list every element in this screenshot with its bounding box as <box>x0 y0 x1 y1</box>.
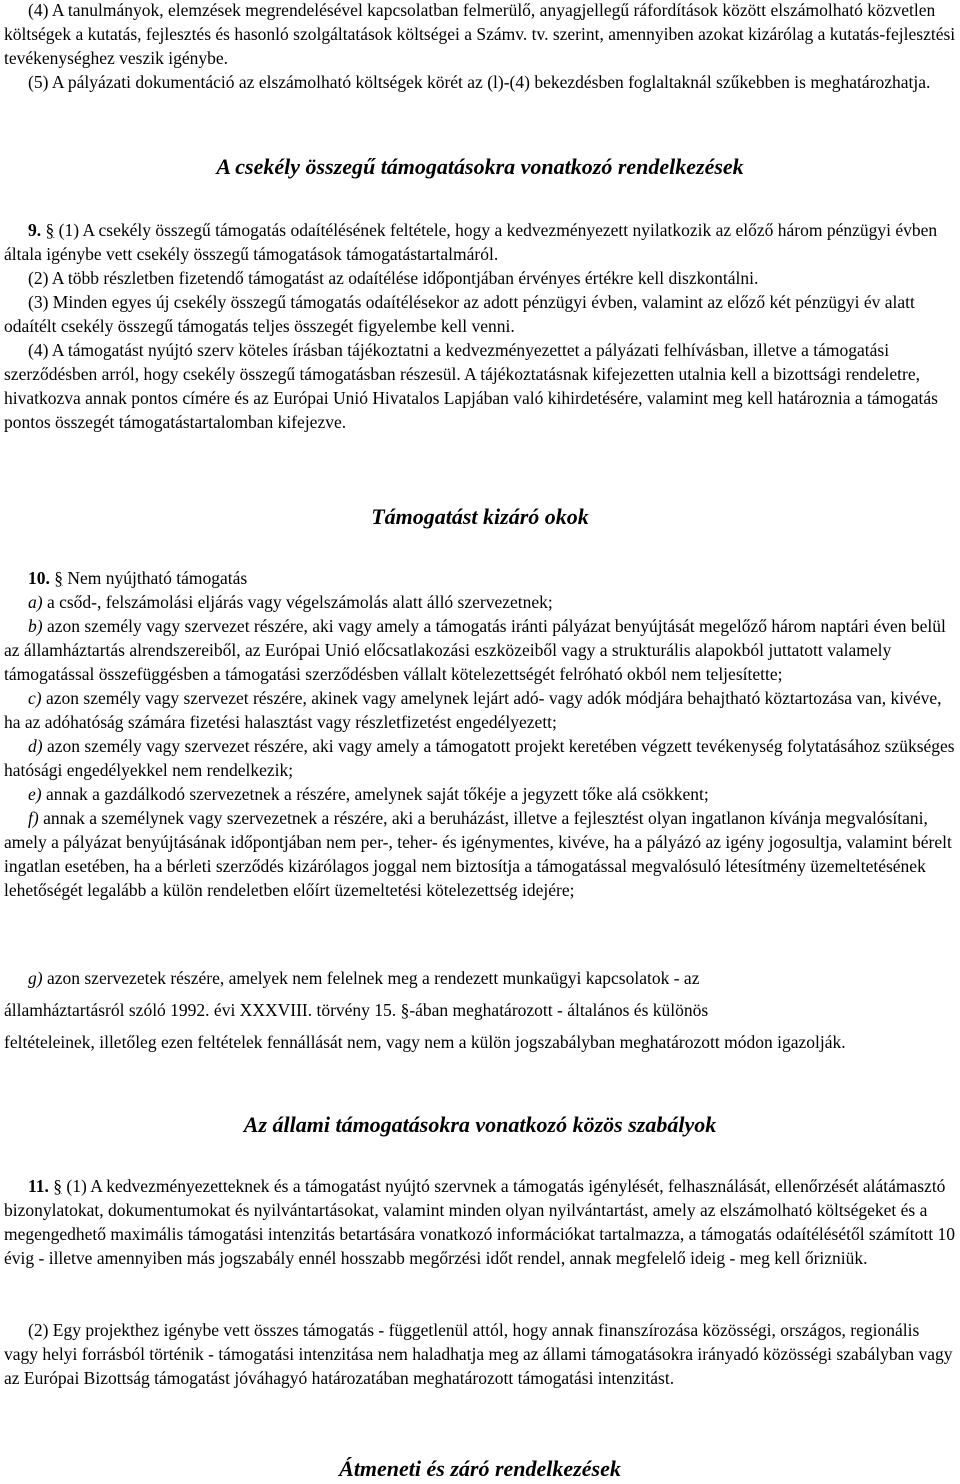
section-sign-9[interactable]: § <box>45 220 55 240</box>
paragraph-11-1-text: (1) A kedvezményezetteknek és a támogatást nyújtó szervnek a támogatás igénylését, felhasználását, ellenőrzését alátámasztó bizonylatokat, dokumentumokat és nyilvántartásokat, valamint minden olyan nyilvántartást, amely az elszámolható költségeket és a megengedhető maximális támogatási intenzitás betartására vonatkozó információkat tartalmazza, a támogatás odaítélésétől számított 10 évig - illetve amennyiben más jogszabály ennél hosszabb megőrzési időt rendel, annak megfelelő ideig - meg kell őrizniük. <box>4 1176 955 1268</box>
section-heading-kozos: Az állami támogatásokra vonatkozó közös szabályok <box>243 1112 717 1137</box>
section-sign-ref[interactable]: § <box>400 1000 410 1020</box>
list-item-letter: f) <box>28 808 39 828</box>
paragraph-10-intro <box>4 566 956 590</box>
paragraph-11-2: (2) Egy projekthez igénybe vett összes támogatás - függetlenül attól, hogy annak finanszírozása közösségi, országos, regionális vagy helyi forrásból történik - támogatási intenzitása nem haladhatja meg az állami támogatásokra irányadó közösségi szabályban vagy az Európai Bizottság támogatást jóváhagyó határozatában meghatározott támogatási intenzitást. <box>4 1320 953 1388</box>
paragraph-10-intro-text: Nem nyújtható támogatás <box>67 568 248 588</box>
list-item-letter: g) <box>28 968 43 988</box>
list-item <box>4 782 956 806</box>
list-item <box>4 590 956 614</box>
section-heading-atmeneti: Átmeneti és záró rendelkezések <box>339 1456 621 1481</box>
list-item-text: annak a személynek vagy szervezetnek a részére, aki a beruházást, illetve a fejlesztést olyan ingatlanon kívánja megvalósítani, amely a pályázat benyújtásának időpontjában nem per-, teher- és igénymentes, kivéve, ha a pályázó az igény jogosultja, valamint bérelt ingatlan esetében, ha a bérleti szerződés kizárólagos joggal nem biztosítja a támogatással megvalósuló létesítmény üzemeltetésének lehetőségét legalább a külön rendeletben előírt üzemeltetési kötelezettség idejére; <box>4 808 952 900</box>
list-item-g-line2 <box>4 998 956 1022</box>
list-item-letter: a) <box>28 592 43 612</box>
list-item-text: azon szervezetek részére, amelyek nem felelnek meg a rendezett munkaügyi kapcsolatok - az <box>46 968 700 988</box>
list-item <box>4 806 956 902</box>
list-item-letter: c) <box>28 688 42 708</box>
list-item-g-line1 <box>4 966 956 990</box>
section-number-10: 10. <box>28 568 50 588</box>
list-item-text: a csőd-, felszámolási eljárás vagy végelszámolás alatt álló szervezetnek; <box>46 592 553 612</box>
list-item-g-line3: feltételeinek, illetőleg ezen feltételek fennállását nem, vagy nem a külön jogszabályban meghatározott módon igazolják. <box>4 1032 846 1052</box>
section-sign-11[interactable]: § <box>53 1176 63 1196</box>
paragraph-9-2: (2) A több részletben fizetendő támogatást az odaítélése időpontjában érvényes értékre kell diszkontálni. <box>28 268 759 288</box>
list-item-letter: d) <box>28 736 43 756</box>
list-item-text: annak a gazdálkodó szervezetnek a részére, amelynek saját tőkéje a jegyzett tőke alá csökkent; <box>45 784 709 804</box>
list-item-letter: e) <box>28 784 42 804</box>
list-item-text: -ában meghatározott - általános és különös <box>409 1000 709 1020</box>
list-item-text: államháztartásról szóló 1992. évi XXXVIII. törvény 15. <box>4 1000 397 1020</box>
paragraph-9-3: (3) Minden egyes új csekély összegű támogatás odaítélésekor az adott pénzügyi évben, valamint az előző két pénzügyi év alatt odaítélt csekély összegű támogatás teljes összegét figyelembe kell venni. <box>4 292 915 336</box>
paragraph-8-5: (5) A pályázati dokumentáció az elszámolható költségek körét az (l)-(4) bekezdésben foglaltaknál szűkebben is meghatározhatja. <box>28 72 931 92</box>
list-item-text: azon személy vagy szervezet részére, aki vagy amely a támogatott projekt keretében végzett tevékenység folytatásához szükséges hatósági engedélyekkel nem rendelkezik; <box>4 736 955 780</box>
list-item-text: azon személy vagy szervezet részére, akinek vagy amelynek lejárt adó- vagy adók módjára behajtható köztartozása van, kivéve, ha az adóhatóság számára fizetési halasztást vagy részletfizetést engedélyezett; <box>4 688 942 732</box>
section-number-11: 11. <box>28 1176 49 1196</box>
list-item <box>4 734 956 782</box>
paragraph-9-4: (4) A támogatást nyújtó szerv köteles írásban tájékoztatni a kedvezményezettet a pályázati felhívásban, illetve a támogatási szerződésben arról, hogy csekély összegű támogatásban részesül. A tájékoztatásnak kifejezetten utalnia kell a bizottsági rendeletre, hivatkozva annak pontos címére és az Európai Unió Hivatalos Lapjában való kihirdetésére, valamint meg kell határoznia a támogatás pontos összegét támogatástartalomban kifejezve. <box>4 340 938 432</box>
section-heading-csekely: A csekély összegű támogatásokra vonatkozó rendelkezések <box>216 154 744 179</box>
paragraph-9-1 <box>4 218 956 266</box>
exclusion-list <box>4 590 956 902</box>
paragraph-9-1-text: (1) A csekély összegű támogatás odaítélésének feltétele, hogy a kedvezményezett nyilatkozik az előző három pénzügyi évben általa igénybe vett csekély összegű támogatások támogatástartalmáról. <box>4 220 938 264</box>
paragraph-8-4: (4) A tanulmányok, elemzések megrendelésével kapcsolatban felmerülő, anyagjellegű ráfordítások között elszámolható közvetlen költségek a kutatás, fejlesztés és hasonló szolgáltatások költségei a Számv. tv. szerint, amennyiben azokat kizárólag a kutatás-fejlesztési tevékenységhez veszik igénybe. <box>4 0 956 68</box>
list-item-letter: b) <box>28 616 43 636</box>
list-item <box>4 686 956 734</box>
section-heading-kizaro: Támogatást kizáró okok <box>371 504 589 529</box>
list-item-text: azon személy vagy szervezet részére, aki vagy amely a támogatás iránti pályázat benyújtását megelőző három naptári éven belül az államháztartás alrendszereiből, az Európai Unió előcsatlakozási eszközeiből vagy a strukturális alapokból juttatott valamely támogatással összefüggésben a támogatási szerződésben vállalt kötelezettségét felróható okból nem teljesítette; <box>4 616 946 684</box>
section-number-9: 9. <box>28 220 42 240</box>
paragraph-11-1 <box>4 1174 956 1270</box>
section-sign-10[interactable]: § <box>54 568 63 588</box>
list-item <box>4 614 956 686</box>
